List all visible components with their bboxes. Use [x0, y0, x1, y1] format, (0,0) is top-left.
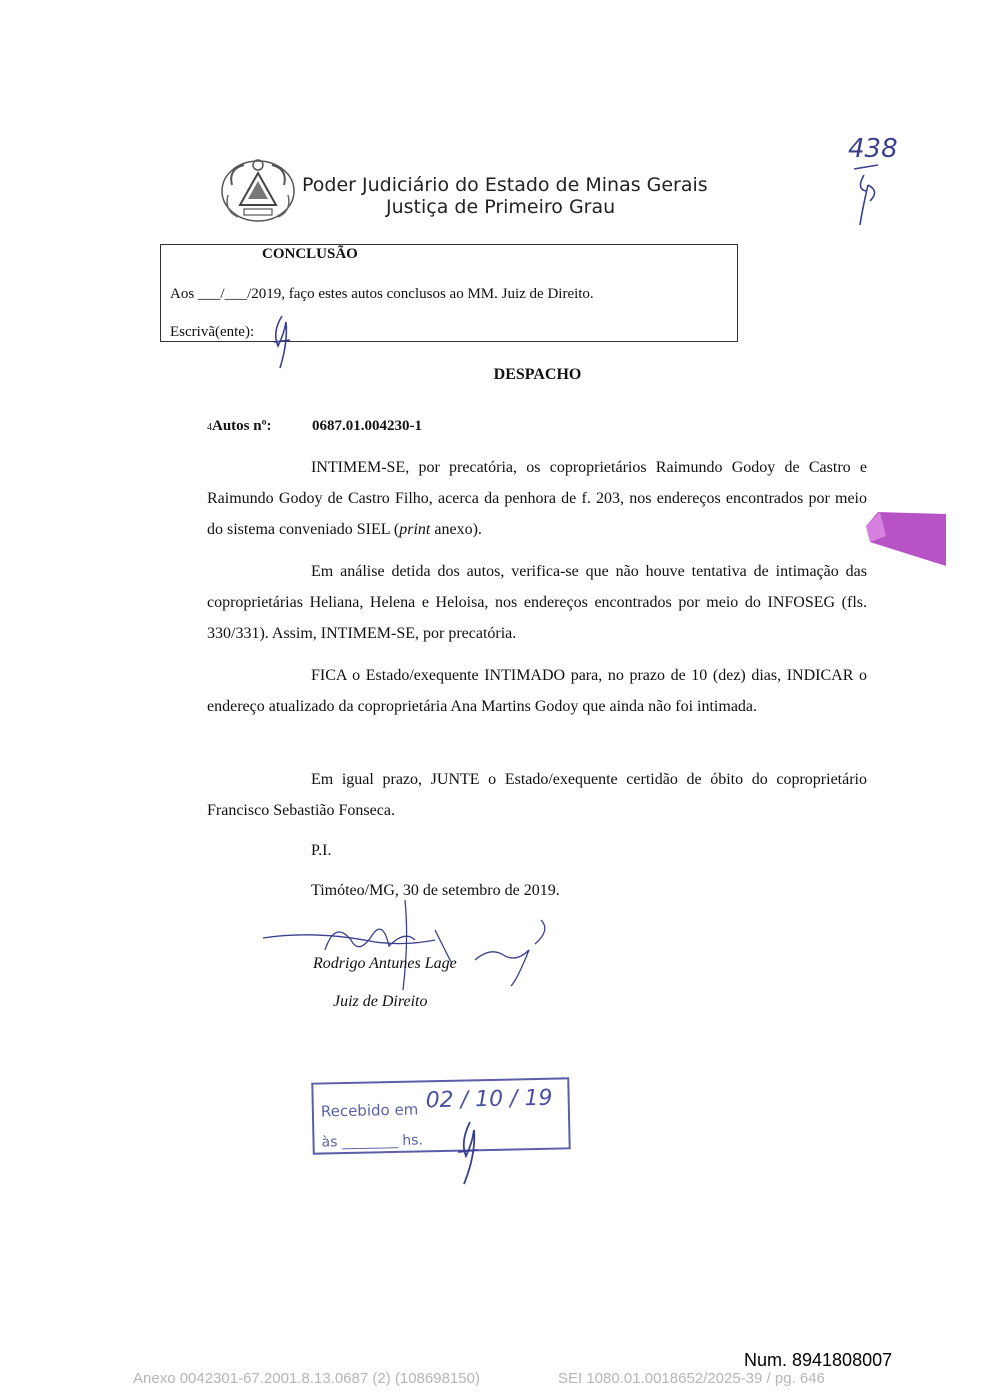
publish-intimate: P.I.	[311, 842, 332, 859]
judge-signature	[255, 900, 555, 1000]
paragraph-3: FICA o Estado/exequente INTIMADO para, no prazo de 10 (dez) dias, INDICAR o endereço atualizado da coproprietária Ana Martins Godoy que ainda não foi intimada.	[207, 667, 867, 715]
paragraph-2: Em análise detida dos autos, verifica-se que não houve tentativa de intimação das coproprietárias Heliana, Helena e Heloisa, nos endereços encontrados por meio do INFOSEG (fls. 330/331). Assim, INTIMEM-SE, por precatória.	[207, 563, 867, 642]
sei-reference: SEI 1080.01.0018652/2025-39 / pg. 646	[558, 1370, 825, 1387]
clerk-label: Escrivã(ente):	[170, 324, 255, 340]
handwritten-folio	[840, 125, 900, 230]
conclusion-text: Aos ___/___/2019, faço estes autos conclusos ao MM. Juiz de Direito.	[170, 286, 594, 302]
paragraph-1-end: anexo).	[430, 521, 482, 538]
paragraph-1-italic: print	[399, 521, 431, 538]
judge-name: Rodrigo Antunes Lage	[313, 955, 457, 972]
case-number: 0687.01.004230-1	[312, 418, 422, 434]
case-label-text: Autos nº:	[212, 418, 272, 434]
court-name: Poder Judiciário do Estado de Minas Gerais	[302, 174, 708, 196]
annex-reference: Anexo 0042301-67.2001.8.13.0687 (2) (108698150)	[133, 1370, 480, 1387]
stamp-time-label: às ________ hs.	[321, 1132, 424, 1151]
conclusion-title: CONCLUSÃO	[262, 246, 358, 262]
stamp-date: 02 / 10 / 19	[425, 1085, 553, 1114]
folio-number: 438	[848, 134, 898, 164]
paragraph-1-text: INTIMEM-SE, por precatória, os coproprietários Raimundo Godoy de Castro e Raimundo Godoy de Castro Filho, acerca da penhora de f. 203, nos endereços encontrados por meio do sistema conveniado SIEL (	[207, 459, 867, 538]
sticky-tab	[866, 508, 946, 566]
document-number: Num. 8941808007	[744, 1350, 893, 1370]
case-label	[207, 418, 272, 435]
stamp-received-label: Recebido em	[320, 1100, 419, 1121]
place-and-date: Timóteo/MG, 30 de setembro de 2019.	[311, 882, 560, 899]
court-instance: Justiça de Primeiro Grau	[386, 196, 616, 218]
paragraph-4: Em igual prazo, JUNTE o Estado/exequente certidão de óbito do coproprietário Francisco Sebastião Fonseca.	[207, 771, 867, 819]
paragraph-1	[207, 452, 867, 545]
signature-mark-icon	[262, 312, 302, 372]
signature-mark-icon	[440, 1118, 490, 1188]
coat-of-arms-icon	[218, 155, 298, 225]
judge-title: Juiz de Direito	[333, 993, 428, 1010]
case-prefix: 4	[207, 422, 212, 433]
dispatch-title: DESPACHO	[493, 366, 582, 383]
